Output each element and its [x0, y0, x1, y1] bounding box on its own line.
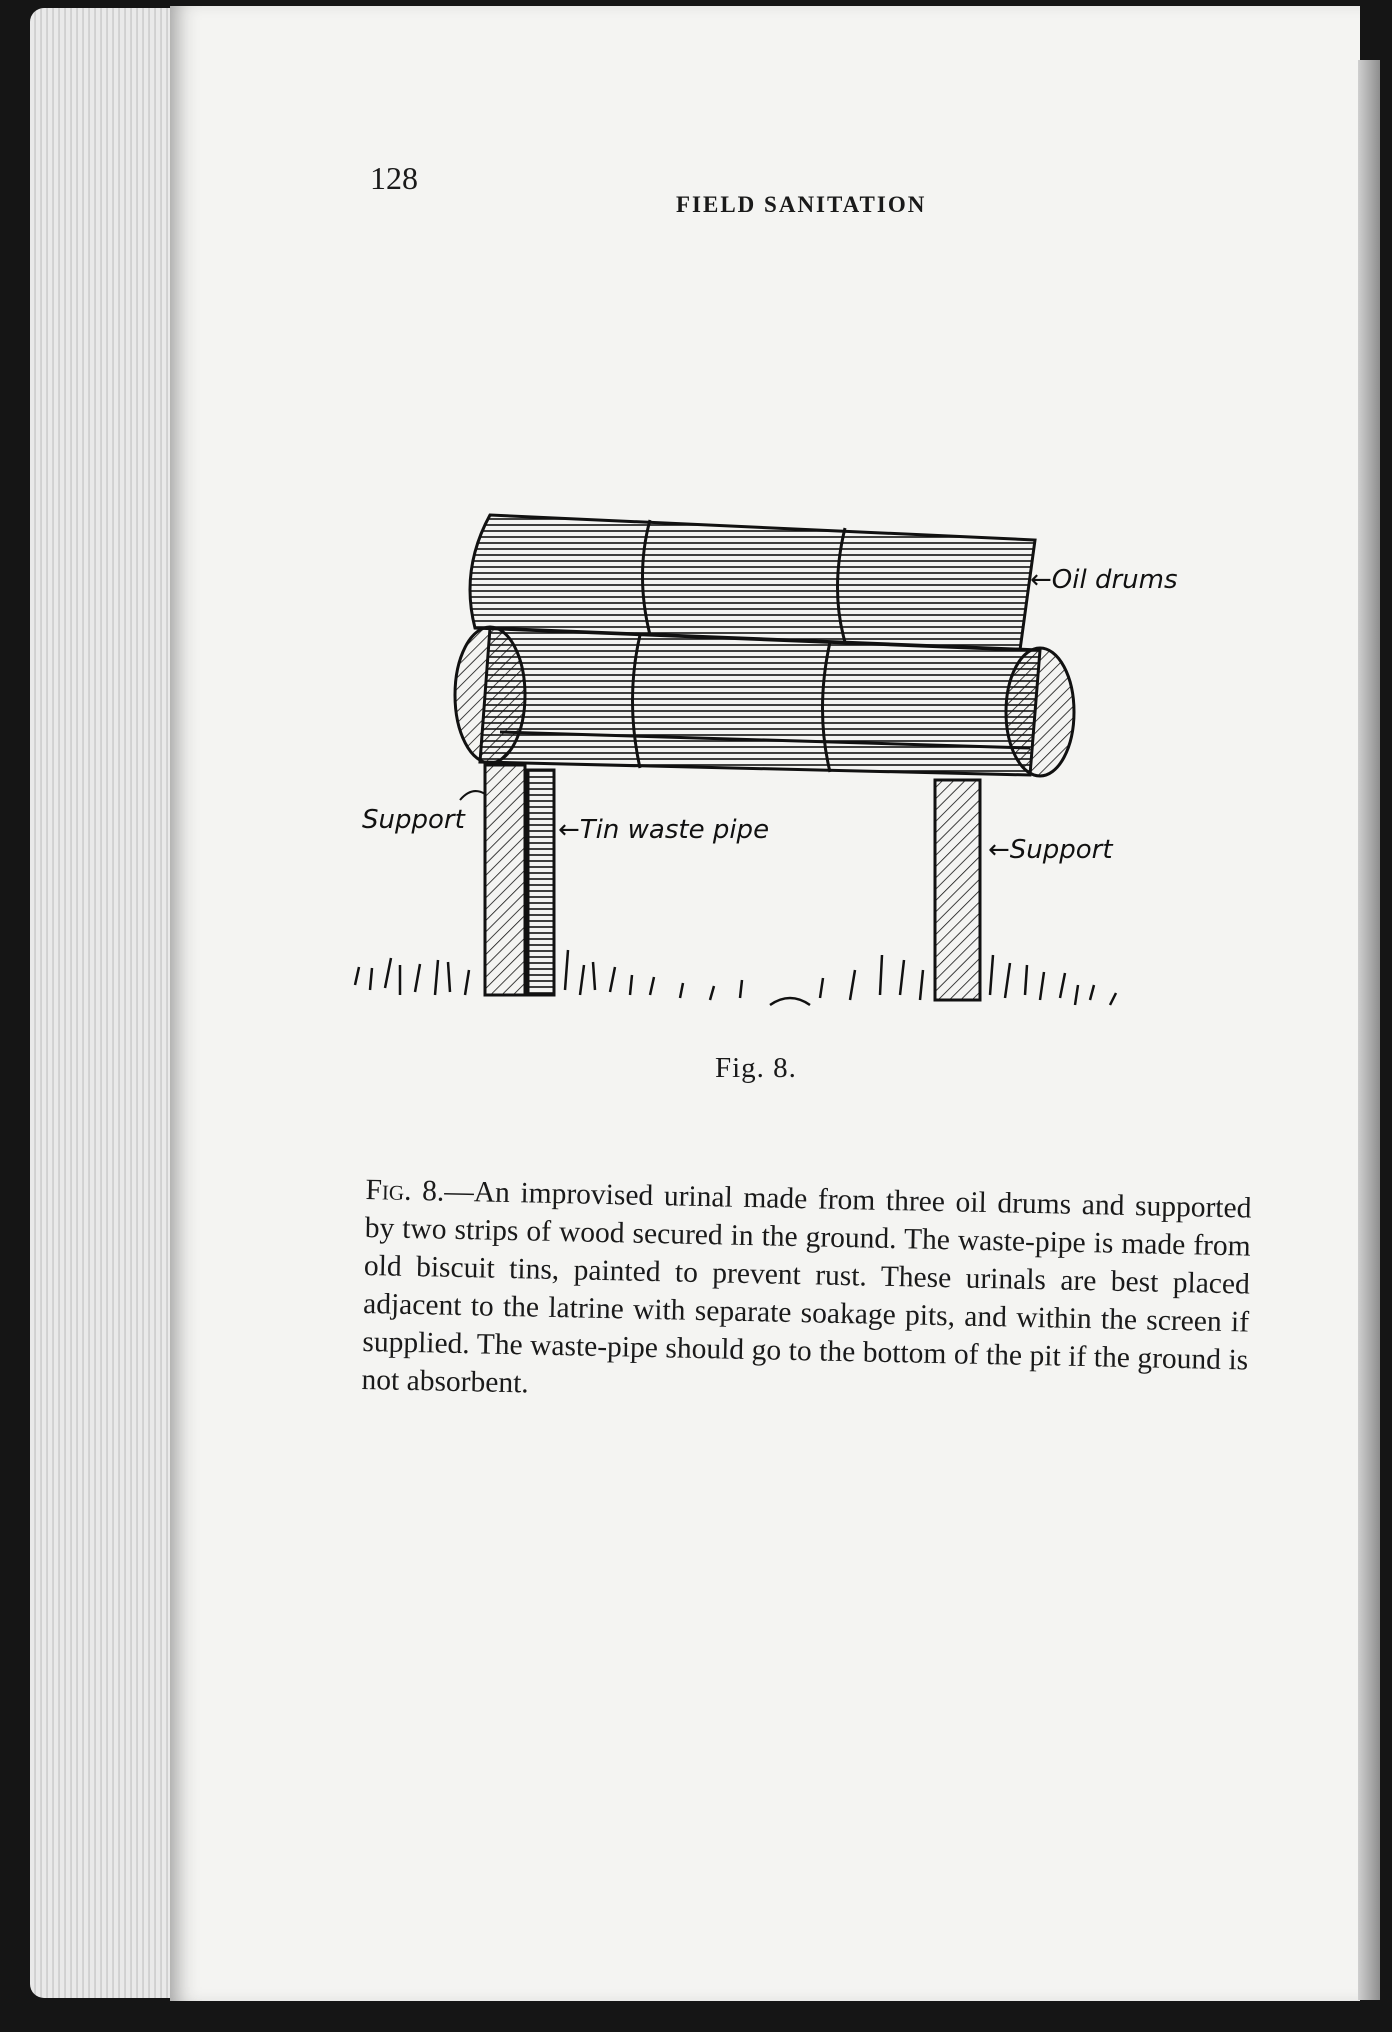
description-text: —An improvised urinal made from three oil drums and supported by two strips of wood secured in the ground. The waste-pipe is made from old biscuit tins, painted to prevent rust. These urinals are best placed adjacent to the latrine with separate soakage pits, and within the screen if supplied. The waste-pipe should go to the bottom of the pit if the ground is not absorbent.	[361, 1175, 1252, 1399]
running-title: FIELD SANITATION	[676, 192, 927, 217]
page-number: 128	[370, 160, 418, 196]
grass	[355, 950, 1116, 1005]
support-arrow	[460, 791, 485, 800]
figure-caption: Fig. 8.	[715, 1052, 797, 1084]
description-lead: Fig. 8.	[365, 1173, 445, 1208]
tin-waste-pipe	[528, 770, 554, 995]
book-right-edge	[1358, 60, 1380, 2000]
figure-description	[313, 1170, 1252, 1418]
oil-drums-label: ←Oil drums	[1030, 565, 1178, 595]
support-right-label: ←Support	[988, 835, 1113, 865]
bottom-oil-drum	[455, 627, 1074, 776]
left-support-post	[485, 765, 525, 995]
right-support-post	[935, 780, 980, 1000]
urinal-illustration	[340, 500, 1210, 1040]
tin-waste-pipe-label: ←Tin waste pipe	[558, 815, 770, 845]
book-page-edges	[30, 8, 190, 1998]
support-left-label: Support	[362, 805, 465, 835]
